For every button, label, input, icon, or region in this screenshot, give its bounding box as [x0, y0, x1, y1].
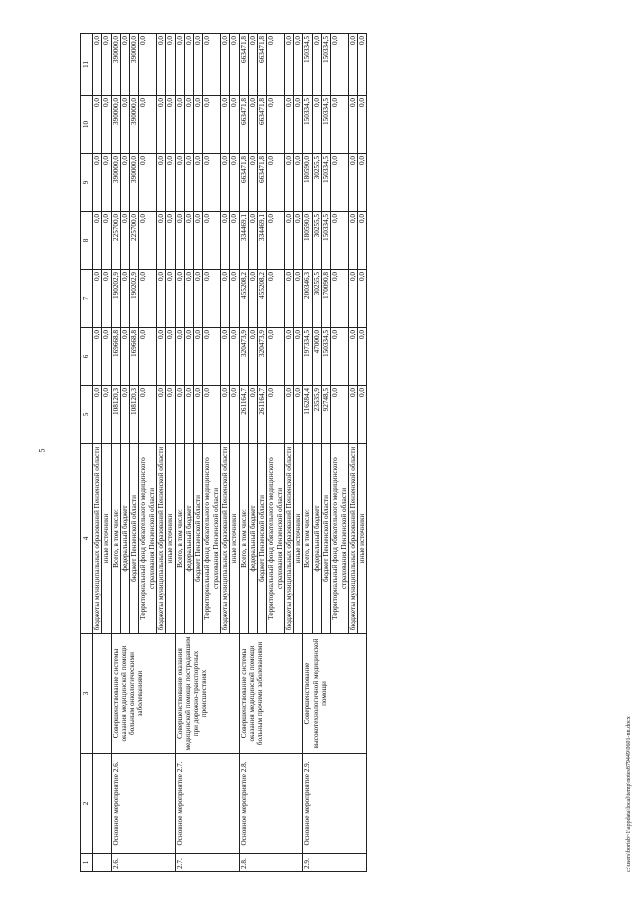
funding-source: Всего, в том числе: [303, 444, 312, 634]
funding-source: бюджеты муниципальных образований Пензенской области [93, 444, 102, 634]
amount-cell: 0,0 [102, 270, 111, 328]
amount-cell: 92748,5 [322, 386, 331, 444]
funding-source: федеральный бюджет [120, 444, 129, 634]
amount-cell: 0,0 [220, 270, 229, 328]
row-number: 2.7. [175, 854, 239, 872]
amount-cell: 0,0 [156, 154, 165, 212]
amount-cell: 0,0 [220, 328, 229, 386]
amount-cell: 0,0 [139, 96, 157, 154]
measure-name: Основное мероприятие 2.6. [111, 754, 175, 854]
amount-cell: 0,0 [312, 96, 321, 154]
measure-name [93, 754, 112, 854]
amount-cell: 0,0 [294, 154, 303, 212]
amount-cell: 0,0 [156, 212, 165, 270]
amount-cell: 0,0 [184, 154, 193, 212]
row-number [93, 854, 112, 872]
funding-source: бюджет Пензенской области [130, 444, 139, 634]
amount-cell: 190202,9 [111, 270, 120, 328]
amount-cell: 0,0 [156, 96, 165, 154]
amount-cell: 261164,7 [239, 386, 248, 444]
funding-source: Территориальный фонд обязательного медицинского страхования Пензенской области [139, 444, 157, 634]
amount-cell: 0,0 [203, 386, 221, 444]
amount-cell: 0,0 [102, 34, 111, 96]
amount-cell: 455208,2 [239, 270, 248, 328]
amount-cell: 0,0 [348, 34, 357, 96]
amount-cell: 320473,9 [239, 328, 248, 386]
amount-cell: 0,0 [184, 270, 193, 328]
amount-cell: 0,0 [284, 154, 293, 212]
amount-cell: 390000,0 [130, 96, 139, 154]
funding-source: бюджеты муниципальных образований Пензенской области [220, 444, 229, 634]
amount-cell: 0,0 [331, 386, 349, 444]
amount-cell: 0,0 [267, 34, 285, 96]
budget-table [80, 33, 367, 872]
amount-cell: 0,0 [312, 34, 321, 96]
amount-cell: 0,0 [184, 386, 193, 444]
amount-cell: 0,0 [166, 386, 175, 444]
funding-source: Всего, в том числе: [239, 444, 248, 634]
amount-cell: 0,0 [184, 212, 193, 270]
measure-name: Основное мероприятие 2.8. [239, 754, 303, 854]
funding-source: иные источники [294, 444, 303, 634]
amount-cell: 0,0 [331, 212, 349, 270]
amount-cell: 0,0 [120, 328, 129, 386]
amount-cell: 0,0 [220, 96, 229, 154]
amount-cell: 150334,5 [322, 328, 331, 386]
amount-cell: 0,0 [331, 96, 349, 154]
table-row [111, 34, 120, 872]
funding-source: иные источники [358, 444, 367, 634]
amount-cell: 0,0 [93, 154, 102, 212]
amount-cell: 0,0 [248, 96, 257, 154]
amount-cell: 0,0 [348, 212, 357, 270]
amount-cell: 0,0 [248, 386, 257, 444]
amount-cell: 0,0 [139, 386, 157, 444]
row-number: 2.8. [239, 854, 303, 872]
amount-cell: 0,0 [139, 34, 157, 96]
amount-cell: 0,0 [331, 34, 349, 96]
amount-cell: 0,0 [194, 386, 203, 444]
amount-cell: 0,0 [175, 154, 184, 212]
amount-cell: 197334,5 [303, 328, 312, 386]
table-row [175, 34, 184, 872]
amount-cell: 334469,1 [239, 212, 248, 270]
amount-cell: 0,0 [348, 270, 357, 328]
funding-source: иные источники [102, 444, 111, 634]
header-cell: 9 [81, 154, 93, 212]
funding-source: федеральный бюджет [248, 444, 257, 634]
header-cell: 5 [81, 386, 93, 444]
amount-cell: 0,0 [294, 328, 303, 386]
amount-cell: 0,0 [220, 212, 229, 270]
amount-cell: 0,0 [156, 386, 165, 444]
amount-cell: 0,0 [166, 154, 175, 212]
amount-cell: 0,0 [267, 386, 285, 444]
funding-source: иные источники [230, 444, 239, 634]
amount-cell: 0,0 [175, 96, 184, 154]
amount-cell: 225700,0 [130, 212, 139, 270]
amount-cell: 0,0 [267, 270, 285, 328]
amount-cell: 0,0 [248, 154, 257, 212]
amount-cell: 0,0 [294, 270, 303, 328]
amount-cell: 0,0 [267, 212, 285, 270]
amount-cell: 0,0 [93, 270, 102, 328]
amount-cell: 0,0 [175, 34, 184, 96]
amount-cell: 0,0 [139, 270, 157, 328]
header-cell: 7 [81, 270, 93, 328]
amount-cell: 47000,0 [312, 328, 321, 386]
amount-cell: 0,0 [267, 96, 285, 154]
amount-cell: 116284,4 [303, 386, 312, 444]
amount-cell: 663471,8 [258, 154, 267, 212]
amount-cell: 0,0 [248, 270, 257, 328]
amount-cell: 30255,5 [312, 212, 321, 270]
amount-cell: 180590,0 [303, 212, 312, 270]
funding-source: бюджет Пензенской области [194, 444, 203, 634]
amount-cell: 30255,5 [312, 270, 321, 328]
amount-cell: 190202,9 [130, 270, 139, 328]
header-cell: 8 [81, 212, 93, 270]
amount-cell: 0,0 [284, 328, 293, 386]
amount-cell: 0,0 [284, 270, 293, 328]
amount-cell: 0,0 [194, 96, 203, 154]
header-cell: 11 [81, 34, 93, 96]
amount-cell: 0,0 [348, 386, 357, 444]
amount-cell: 0,0 [294, 34, 303, 96]
measure-description: Совершенствование оказания медицинской помощи пострадавшим при дорожно-транспортных происшествиях [175, 634, 239, 754]
amount-cell: 0,0 [93, 212, 102, 270]
amount-cell: 663471,8 [239, 154, 248, 212]
amount-cell: 169668,8 [130, 328, 139, 386]
amount-cell: 0,0 [230, 270, 239, 328]
amount-cell: 0,0 [230, 154, 239, 212]
amount-cell: 225700,0 [111, 212, 120, 270]
amount-cell: 0,0 [120, 96, 129, 154]
amount-cell: 0,0 [102, 154, 111, 212]
amount-cell: 0,0 [175, 270, 184, 328]
funding-source: федеральный бюджет [184, 444, 193, 634]
funding-source: бюджет Пензенской области [322, 444, 331, 634]
amount-cell: 663471,8 [239, 96, 248, 154]
amount-cell: 150334,5 [322, 34, 331, 96]
amount-cell: 0,0 [184, 96, 193, 154]
amount-cell: 0,0 [358, 154, 367, 212]
amount-cell: 390000,0 [111, 96, 120, 154]
amount-cell: 0,0 [166, 270, 175, 328]
amount-cell: 0,0 [102, 328, 111, 386]
amount-cell: 0,0 [220, 34, 229, 96]
table-row [303, 34, 312, 872]
amount-cell: 200346,3 [303, 270, 312, 328]
amount-cell: 320473,9 [258, 328, 267, 386]
amount-cell: 663471,8 [258, 34, 267, 96]
amount-cell: 0,0 [220, 154, 229, 212]
amount-cell: 0,0 [93, 34, 102, 96]
amount-cell: 0,0 [294, 96, 303, 154]
header-cell: 1 [81, 854, 93, 872]
amount-cell: 663471,8 [239, 34, 248, 96]
amount-cell: 0,0 [348, 154, 357, 212]
measure-description [93, 634, 112, 754]
amount-cell: 0,0 [184, 328, 193, 386]
amount-cell: 0,0 [331, 328, 349, 386]
funding-source: Территориальный фонд обязательного медицинского страхования Пензенской области [267, 444, 285, 634]
amount-cell: 0,0 [194, 270, 203, 328]
amount-cell: 0,0 [358, 270, 367, 328]
funding-source: Территориальный фонд обязательного медицинского страхования Пензенской области [331, 444, 349, 634]
header-cell: 6 [81, 328, 93, 386]
rotated-page [80, 34, 630, 872]
amount-cell: 0,0 [230, 328, 239, 386]
funding-source: Всего, в том числе: [111, 444, 120, 634]
amount-cell: 0,0 [284, 34, 293, 96]
amount-cell: 0,0 [203, 34, 221, 96]
amount-cell: 23535,9 [312, 386, 321, 444]
amount-cell: 261164,7 [258, 386, 267, 444]
amount-cell: 0,0 [166, 212, 175, 270]
amount-cell: 0,0 [358, 212, 367, 270]
amount-cell: 0,0 [156, 270, 165, 328]
amount-cell: 390000,0 [130, 34, 139, 96]
funding-source: бюджеты муниципальных образований Пензенской области [156, 444, 165, 634]
table-row [93, 34, 102, 872]
amount-cell: 0,0 [139, 328, 157, 386]
amount-cell: 0,0 [294, 386, 303, 444]
page-number: 5 [37, 448, 47, 453]
table-row [239, 34, 248, 872]
amount-cell: 0,0 [267, 154, 285, 212]
amount-cell: 0,0 [248, 212, 257, 270]
amount-cell: 663471,8 [258, 96, 267, 154]
measure-name: Основное мероприятие 2.9. [303, 754, 367, 854]
amount-cell: 150334,5 [322, 212, 331, 270]
amount-cell: 0,0 [102, 96, 111, 154]
funding-source: федеральный бюджет [312, 444, 321, 634]
amount-cell: 0,0 [248, 328, 257, 386]
amount-cell: 0,0 [194, 328, 203, 386]
amount-cell: 0,0 [120, 212, 129, 270]
amount-cell: 334469,1 [258, 212, 267, 270]
amount-cell: 0,0 [184, 34, 193, 96]
amount-cell: 150334,5 [303, 96, 312, 154]
amount-cell: 0,0 [175, 328, 184, 386]
amount-cell: 0,0 [203, 212, 221, 270]
header-cell: 10 [81, 96, 93, 154]
amount-cell: 0,0 [194, 34, 203, 96]
measure-description: Совершенствование высокотехнологичной медицинской помощи [303, 634, 367, 754]
amount-cell: 390000,0 [111, 154, 120, 212]
amount-cell: 30255,5 [312, 154, 321, 212]
amount-cell: 0,0 [102, 212, 111, 270]
amount-cell: 0,0 [203, 328, 221, 386]
amount-cell: 0,0 [284, 96, 293, 154]
amount-cell: 0,0 [230, 34, 239, 96]
amount-cell: 170090,8 [322, 270, 331, 328]
amount-cell: 0,0 [102, 386, 111, 444]
amount-cell: 0,0 [294, 212, 303, 270]
amount-cell: 108120,3 [111, 386, 120, 444]
measure-description: Совершенствование системы оказания медицинской помощи больным прочими заболеваниями [239, 634, 303, 754]
amount-cell: 0,0 [331, 154, 349, 212]
row-number: 2.9. [303, 854, 367, 872]
amount-cell: 0,0 [348, 328, 357, 386]
amount-cell: 0,0 [220, 386, 229, 444]
amount-cell: 0,0 [267, 328, 285, 386]
amount-cell: 0,0 [139, 154, 157, 212]
amount-cell: 0,0 [175, 212, 184, 270]
amount-cell: 0,0 [93, 328, 102, 386]
amount-cell: 0,0 [203, 270, 221, 328]
amount-cell: 0,0 [230, 96, 239, 154]
header-cell: 2 [81, 754, 93, 854]
header-cell: 4 [81, 444, 93, 634]
funding-source: бюджеты муниципальных образований Пензенской области [284, 444, 293, 634]
footer-path: c:\users\borisb~1\appdata\local\temp\notes879449\0601-nn.docx [626, 716, 632, 872]
amount-cell: 0,0 [331, 270, 349, 328]
amount-cell: 0,0 [120, 386, 129, 444]
amount-cell: 0,0 [166, 96, 175, 154]
amount-cell: 0,0 [230, 386, 239, 444]
funding-source: Территориальный фонд обязательного медицинского страхования Пензенской области [203, 444, 221, 634]
amount-cell: 0,0 [203, 96, 221, 154]
funding-source: иные источники [166, 444, 175, 634]
amount-cell: 455208,2 [258, 270, 267, 328]
amount-cell: 0,0 [93, 386, 102, 444]
amount-cell: 0,0 [358, 34, 367, 96]
amount-cell: 0,0 [120, 34, 129, 96]
amount-cell: 150334,5 [303, 34, 312, 96]
measure-description: Совершенствование системы оказания медицинской помощи больным онкологическими заболеваниями [111, 634, 175, 754]
amount-cell: 0,0 [166, 34, 175, 96]
row-number: 2.6. [111, 854, 175, 872]
amount-cell: 180590,0 [303, 154, 312, 212]
funding-source: Всего, в том числе: [175, 444, 184, 634]
amount-cell: 0,0 [230, 212, 239, 270]
table-header [81, 34, 93, 872]
amount-cell: 0,0 [156, 328, 165, 386]
amount-cell: 0,0 [358, 328, 367, 386]
amount-cell: 0,0 [203, 154, 221, 212]
amount-cell: 0,0 [358, 386, 367, 444]
amount-cell: 390000,0 [111, 34, 120, 96]
amount-cell: 150334,5 [322, 154, 331, 212]
amount-cell: 0,0 [194, 212, 203, 270]
amount-cell: 108120,3 [130, 386, 139, 444]
amount-cell: 0,0 [156, 34, 165, 96]
amount-cell: 0,0 [248, 34, 257, 96]
amount-cell: 0,0 [175, 386, 184, 444]
amount-cell: 0,0 [358, 96, 367, 154]
amount-cell: 169668,8 [111, 328, 120, 386]
amount-cell: 390000,0 [130, 154, 139, 212]
amount-cell: 0,0 [120, 154, 129, 212]
amount-cell: 0,0 [284, 212, 293, 270]
amount-cell: 0,0 [166, 328, 175, 386]
amount-cell: 0,0 [139, 212, 157, 270]
amount-cell: 150334,5 [322, 96, 331, 154]
amount-cell: 0,0 [120, 270, 129, 328]
amount-cell: 0,0 [348, 96, 357, 154]
amount-cell: 0,0 [284, 386, 293, 444]
funding-source: бюджеты муниципальных образований Пензенской области [348, 444, 357, 634]
measure-name: Основное мероприятие 2.7. [175, 754, 239, 854]
amount-cell: 0,0 [194, 154, 203, 212]
header-cell: 3 [81, 634, 93, 754]
funding-source: бюджет Пензенской области [258, 444, 267, 634]
amount-cell: 0,0 [93, 96, 102, 154]
